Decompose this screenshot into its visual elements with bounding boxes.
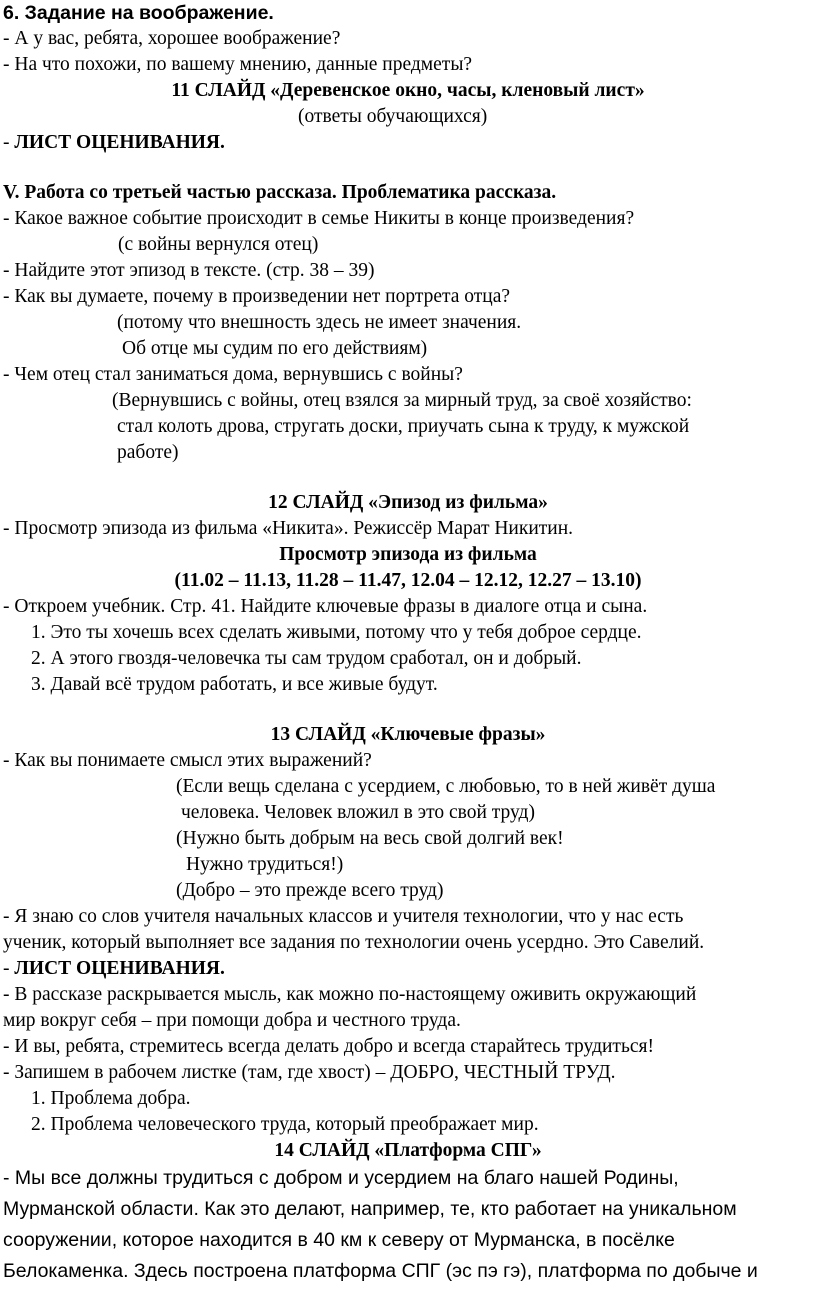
assessment-sheet-label: ЛИСТ ОЦЕНИВАНИЯ.	[14, 958, 225, 979]
question-line: - Какое важное событие происходит в семье Никиты в конце произведения?	[3, 208, 635, 229]
text-line: сооружении, которое находится в 40 км к северу от Мурманска, в посёлке	[3, 1229, 675, 1251]
answer-line: (Добро – это прежде всего труд)	[176, 880, 444, 901]
answer-line: (Если вещь сделана с усердием, с любовью, то в ней живёт душа	[176, 776, 716, 797]
question-line: - Найдите этот эпизод в тексте. (стр. 38 – 39)	[3, 260, 375, 281]
dash: -	[3, 958, 15, 979]
answer-line: (Нужно быть добрым на весь свой долгий век!	[176, 828, 564, 849]
task-heading: 6. Задание на воображение.	[3, 2, 274, 24]
text-line: Белокаменка. Здесь построена платформа СПГ (эс пэ гэ), платформа по добыче и	[3, 1260, 758, 1282]
dash: -	[3, 132, 15, 153]
text-line: ученик, который выполняет все задания по технологии очень усердно. Это Савелий.	[3, 932, 705, 953]
answer-line: Об отце мы судим по его действиям)	[122, 338, 428, 359]
question-line: - Как вы думаете, почему в произведении нет портрета отца?	[3, 286, 511, 307]
text-line: - Я знаю со слов учителя начальных классов и учителя технологии, что у нас есть	[3, 906, 684, 927]
slide-heading-14: 14 СЛАЙД «Платформа СПГ»	[274, 1140, 542, 1161]
assessment-sheet-line	[3, 956, 225, 982]
answer-line: стал колоть дрова, стругать доски, приучать сына к труду, к мужской	[117, 416, 690, 437]
question-line: - На что похожи, по вашему мнению, данные предметы?	[3, 54, 473, 75]
text-line: - Просмотр эпизода из фильма «Никита». Режиссёр Марат Никитин.	[3, 518, 574, 539]
slide-heading-12: 12 СЛАЙД «Эпизод из фильма»	[268, 492, 548, 513]
answer-line: (с войны вернулся отец)	[118, 234, 319, 255]
answer-line: человека. Человек вложил в это свой труд)	[181, 802, 535, 823]
text-line: - В рассказе раскрывается мысль, как можно по-настоящему оживить окружающий	[3, 984, 697, 1005]
answer-line: (потому что внешность здесь не имеет значения.	[117, 312, 522, 333]
question-line: - Чем отец стал заниматься дома, вернувшись с войны?	[3, 364, 463, 385]
text-line: - Откроем учебник. Стр. 41. Найдите ключевые фразы в диалоге отца и сына.	[3, 596, 648, 617]
list-item: 1. Это ты хочешь всех сделать живыми, потому что у тебя доброе сердце.	[31, 622, 642, 643]
text-line: - Мы все должны трудиться с добром и усердием на благо нашей Родины,	[3, 1167, 679, 1189]
list-item: 3. Давай всё трудом работать, и все живые будут.	[31, 674, 438, 695]
answer-line: (ответы обучающихся)	[298, 106, 488, 127]
film-heading: Просмотр эпизода из фильма	[279, 544, 537, 565]
slide-heading-13: 13 СЛАЙД «Ключевые фразы»	[270, 724, 546, 745]
question-line: - Как вы понимаете смысл этих выражений?	[3, 750, 372, 771]
text-line: мир вокруг себя – при помощи добра и честного труда.	[3, 1010, 461, 1031]
text-line: Мурманской области. Как это делают, например, те, кто работает на уникальном	[3, 1198, 737, 1220]
assessment-sheet-label: ЛИСТ ОЦЕНИВАНИЯ.	[14, 132, 225, 153]
answer-line: Нужно трудиться!)	[186, 854, 344, 875]
text-line: - Запишем в рабочем листке (там, где хвост) – ДОБРО, ЧЕСТНЫЙ ТРУД.	[3, 1062, 616, 1083]
answer-line: работе)	[117, 442, 179, 463]
film-timecodes: (11.02 – 11.13, 11.28 – 11.47, 12.04 – 12.12, 12.27 – 13.10)	[174, 570, 642, 591]
list-item: 1. Проблема добра.	[31, 1088, 191, 1109]
text-line: - И вы, ребята, стремитесь всегда делать добро и всегда старайтесь трудиться!	[3, 1036, 654, 1057]
slide-heading-11: 11 СЛАЙД «Деревенское окно, часы, кленовый лист»	[171, 80, 645, 101]
assessment-sheet-line	[3, 130, 225, 156]
list-item: 2. А этого гвоздя-человечка ты сам трудом сработал, он и добрый.	[31, 648, 582, 669]
section-heading: V. Работа со третьей частью рассказа. Проблематика рассказа.	[3, 182, 557, 203]
list-item: 2. Проблема человеческого труда, который преображает мир.	[31, 1114, 539, 1135]
answer-line: (Вернувшись с войны, отец взялся за мирный труд, за своё хозяйство:	[112, 390, 692, 411]
question-line: - А у вас, ребята, хорошее воображение?	[3, 28, 341, 49]
